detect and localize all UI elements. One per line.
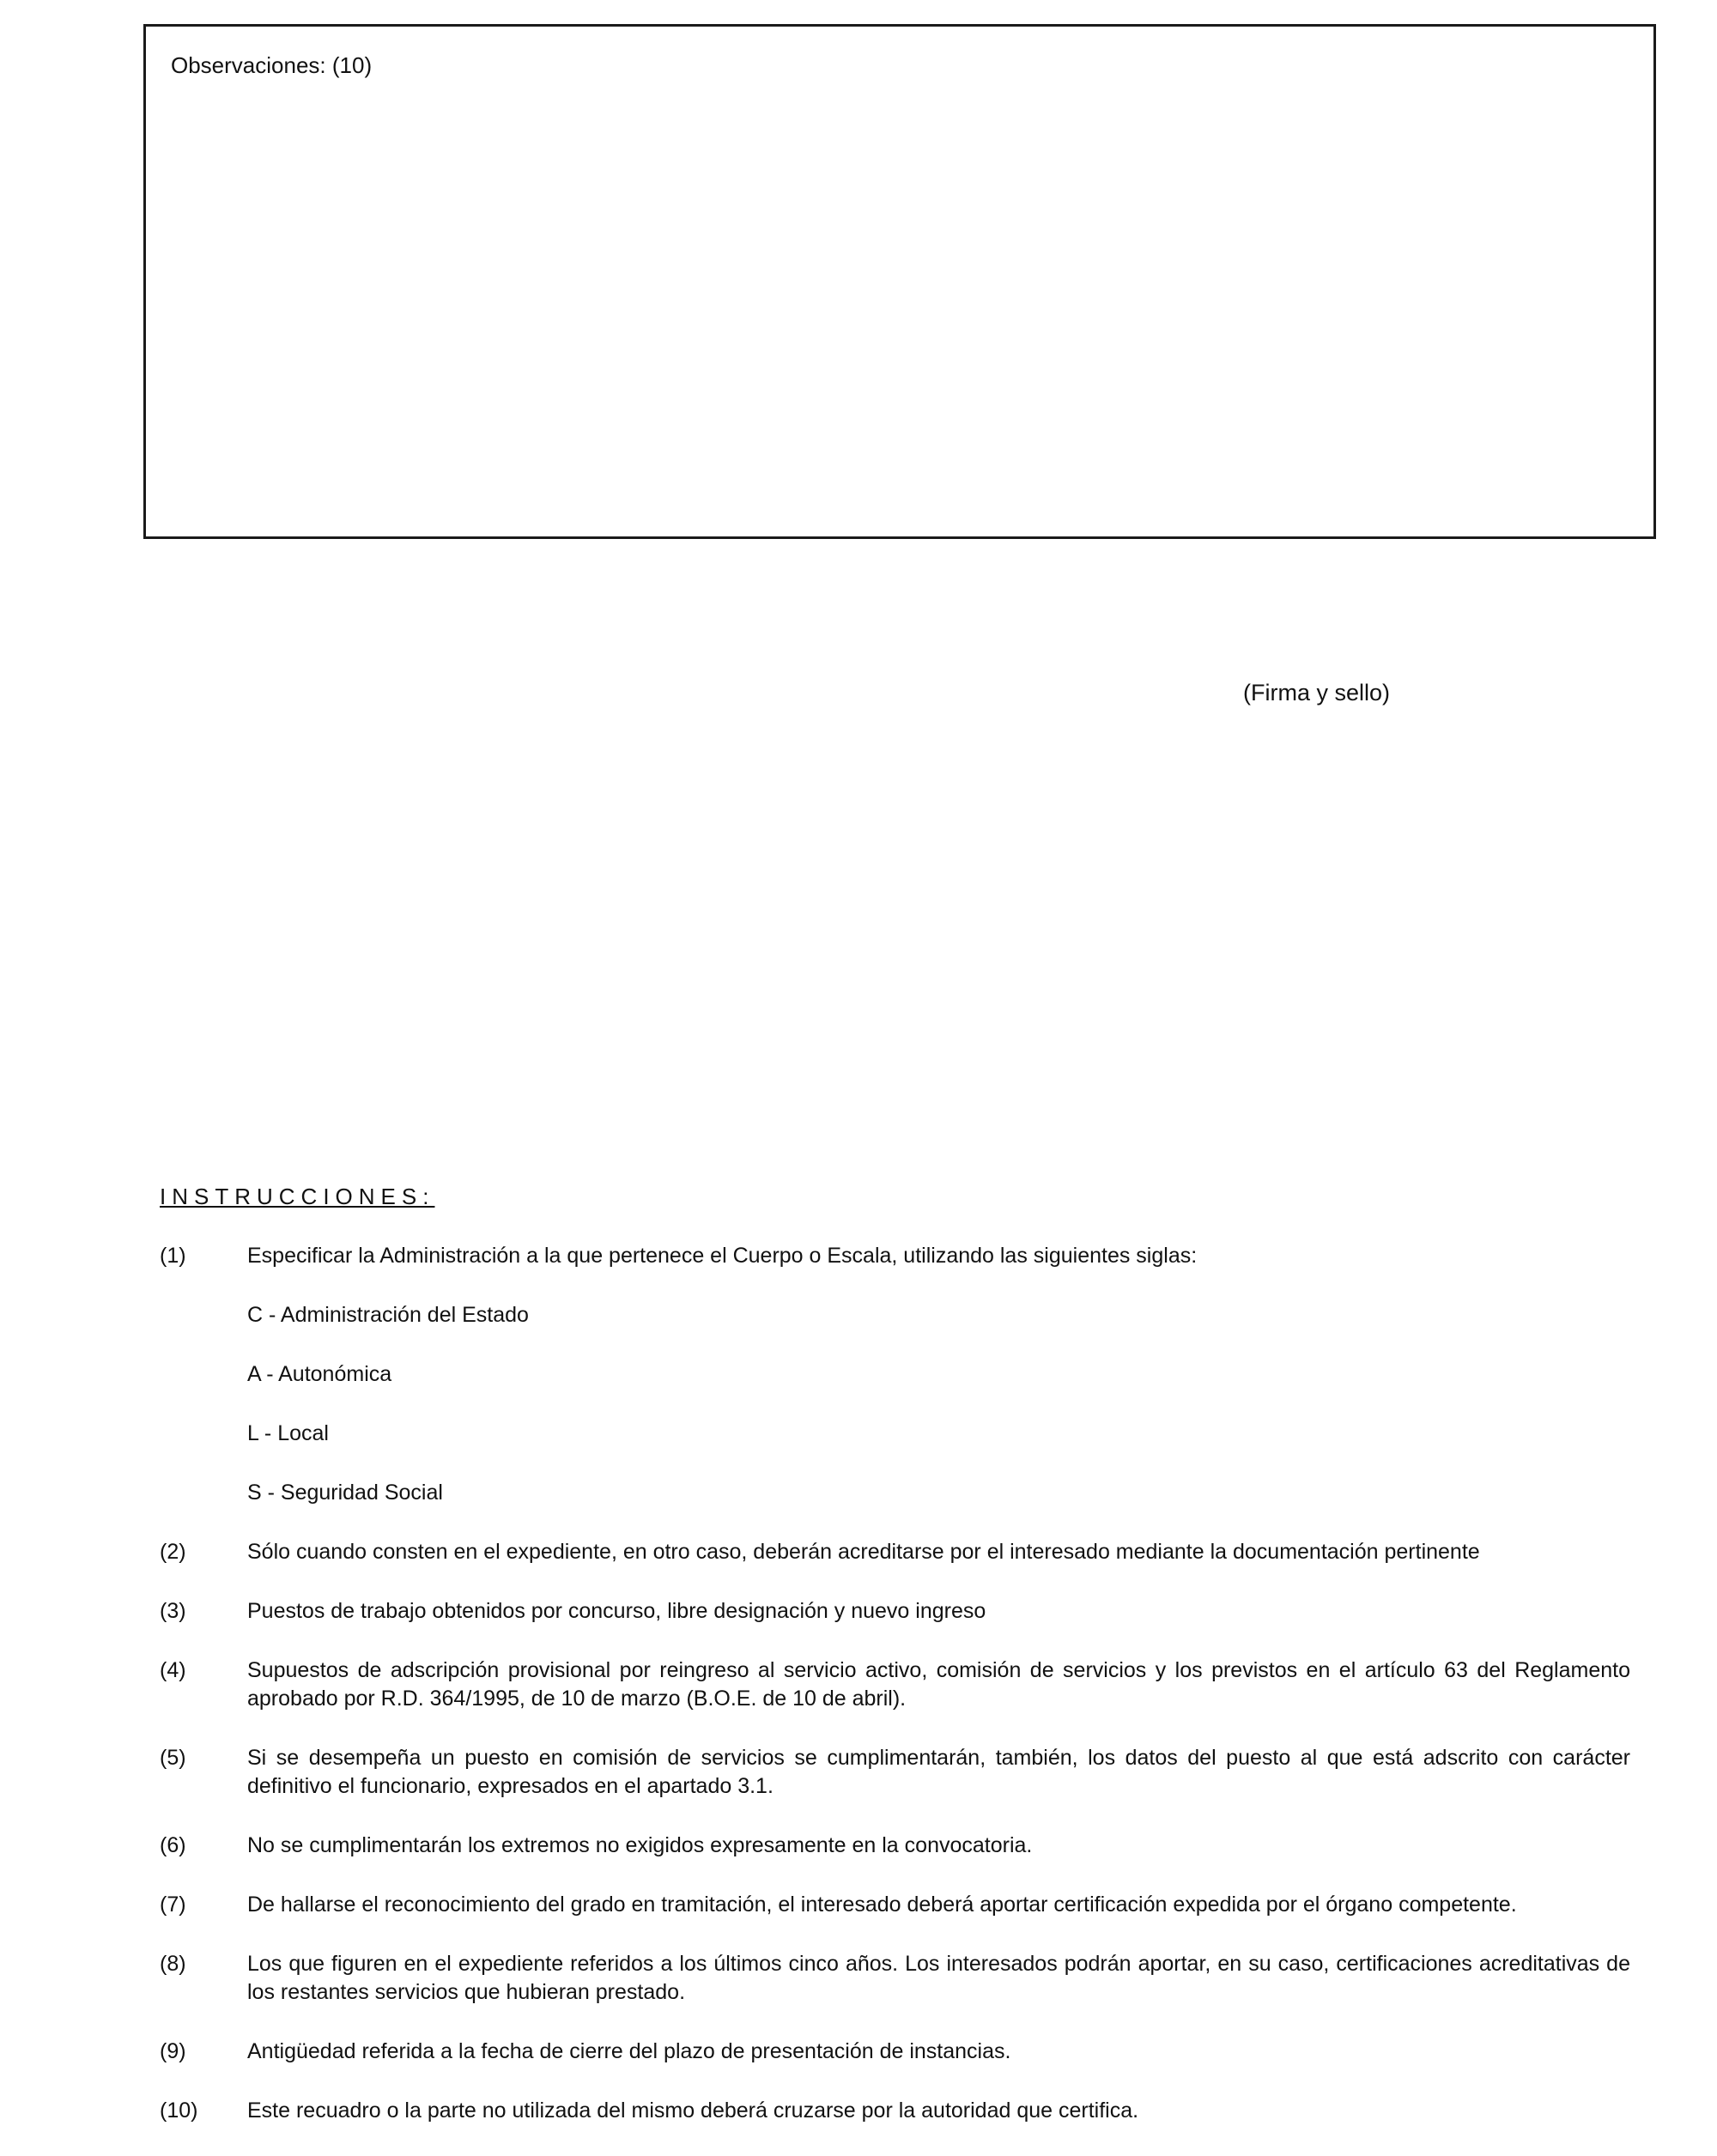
- observaciones-label: Observaciones: (10): [171, 52, 373, 78]
- instruction-item-8: [160, 1950, 1630, 2007]
- firma-y-sello-label: (Firma y sello): [1243, 680, 1391, 706]
- instruction-number-spacer: [160, 1301, 247, 1329]
- observaciones-box: [143, 24, 1656, 539]
- instruction-text: Si se desempeña un puesto en comisión de servicios se cumplimentarán, también, los datos del puesto al que está adscrito con carácter definitivo el funcionario, expresados en el apartado 3.1.: [247, 1746, 1630, 1798]
- instruction-text: Los que figuren en el expediente referidos a los últimos cinco años. Los interesados podrán aportar, en su caso, certificaciones acreditativas de los restantes servicios que hubieran prestado.: [247, 1952, 1630, 2004]
- instruction-number-spacer: [160, 1360, 247, 1389]
- instruction-number: (5): [160, 1746, 186, 1770]
- instruction-number: (10): [160, 2098, 198, 2123]
- instruction-item-1: [160, 1242, 1630, 1270]
- instruction-item-3: [160, 1597, 1630, 1626]
- instruction-text: Supuestos de adscripción provisional por reingreso al servicio activo, comisión de servicios y los previstos en el artículo 63 del Reglamento aprobado por R.D. 364/1995, de 10 de marzo (B.O.E. de 10 de abril).: [247, 1658, 1630, 1711]
- instruction-text: Este recuadro o la parte no utilizada del mismo deberá cruzarse por la autoridad que certifica.: [247, 2098, 1139, 2123]
- instruction-number-spacer: [160, 1479, 247, 1507]
- instruction-item-5: [160, 1744, 1630, 1801]
- instruction-subitem-a: [160, 1360, 1630, 1389]
- instruction-number: (2): [160, 1540, 186, 1564]
- instruction-number: (7): [160, 1893, 186, 1917]
- instruction-subitem-text: L - Local: [247, 1421, 329, 1445]
- instruction-item-9: [160, 2038, 1630, 2066]
- instruction-item-10: [160, 2097, 1630, 2125]
- instruction-subitem-text: A - Autonómica: [247, 1362, 392, 1386]
- instruction-item-4: [160, 1656, 1630, 1713]
- instruction-text: Antigüedad referida a la fecha de cierre del plazo de presentación de instancias.: [247, 2039, 1011, 2063]
- instruction-text: Especificar la Administración a la que pertenece el Cuerpo o Escala, utilizando las siguientes siglas:: [247, 1244, 1198, 1268]
- instruction-number-spacer: [160, 1420, 247, 1448]
- instruction-subitem-text: C - Administración del Estado: [247, 1303, 529, 1327]
- instruction-number: (4): [160, 1658, 186, 1682]
- instructions-title: INSTRUCCIONES:: [160, 1184, 435, 1209]
- instructions-section: [160, 1183, 1630, 2156]
- instruction-text: De hallarse el reconocimiento del grado en tramitación, el interesado deberá aportar certificación expedida por el órgano competente.: [247, 1893, 1517, 1917]
- instruction-subitem-l: [160, 1420, 1630, 1448]
- instruction-number: (9): [160, 2039, 186, 2063]
- instruction-subitem-c: [160, 1301, 1630, 1329]
- instruction-text: Sólo cuando consten en el expediente, en otro caso, deberán acreditarse por el interesado mediante la documentación pertinente: [247, 1540, 1480, 1564]
- instruction-number: (8): [160, 1952, 186, 1976]
- instruction-number: (1): [160, 1244, 186, 1268]
- instruction-item-7: [160, 1891, 1630, 1919]
- instruction-subitem-text: S - Seguridad Social: [247, 1481, 443, 1505]
- instruction-number: (6): [160, 1833, 186, 1857]
- instruction-subitem-s: [160, 1479, 1630, 1507]
- instruction-text: No se cumplimentarán los extremos no exigidos expresamente en la convocatoria.: [247, 1833, 1033, 1857]
- instruction-text: Puestos de trabajo obtenidos por concurso, libre designación y nuevo ingreso: [247, 1599, 986, 1623]
- instruction-item-6: [160, 1832, 1630, 1860]
- instruction-number: (3): [160, 1599, 186, 1623]
- instruction-item-2: [160, 1538, 1630, 1566]
